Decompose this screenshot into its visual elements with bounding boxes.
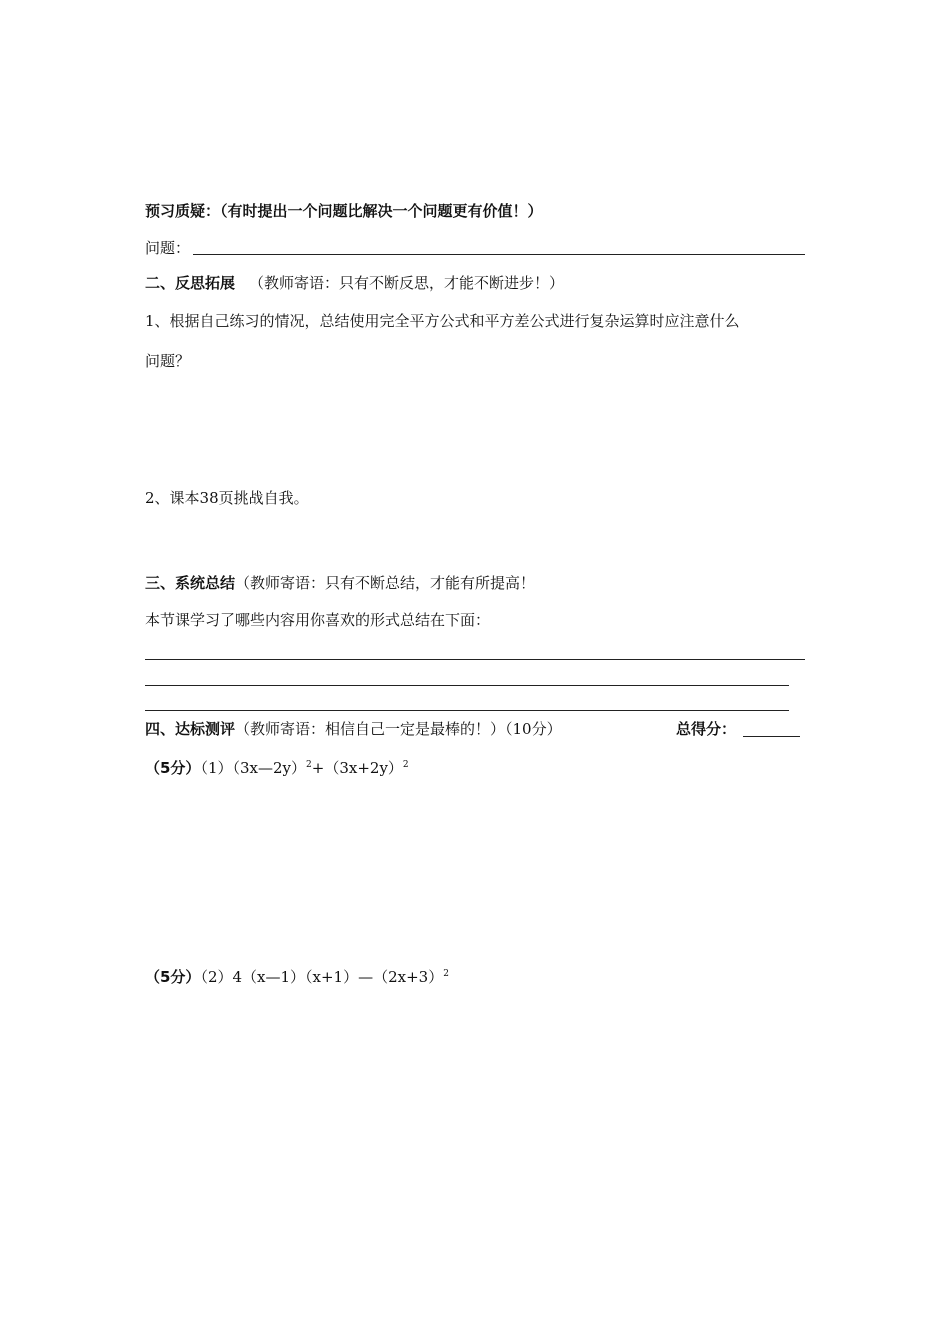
preview-heading: 预习质疑：（有时提出一个问题比解决一个问题更有价值！） xyxy=(145,202,543,220)
section2-item2: 2、课本38页挑战自我。 xyxy=(145,489,309,507)
section3-heading xyxy=(145,573,535,593)
section2-item1-line1: 1、根据自己练习的情况，总结使用完全平方公式和平方差公式进行复杂运算时应注意什么 xyxy=(145,312,740,330)
problem-2 xyxy=(145,964,449,987)
problem-1-expr-b: （3x+2y） xyxy=(324,759,403,777)
total-score-label: 总得分： xyxy=(676,720,737,738)
problem-2-expr: 4（x—1）（x+1）—（2x+3） xyxy=(232,968,444,986)
section4-heading xyxy=(145,719,562,739)
summary-answer-line-1[interactable] xyxy=(145,659,805,660)
summary-answer-line-3[interactable] xyxy=(145,710,789,711)
summary-answer-line-2[interactable] xyxy=(145,685,789,686)
problem-1-exp-a: 2 xyxy=(306,760,312,770)
section2-item1-line2: 问题？ xyxy=(145,352,191,370)
problem-2-exp: 2 xyxy=(443,969,449,979)
section4-title: 四、达标测评 xyxy=(145,720,236,738)
problem-1 xyxy=(145,755,409,778)
section2-title: 二、反思拓展 xyxy=(145,274,236,292)
section3-title: 三、系统总结 xyxy=(145,574,236,592)
problem-2-number: （2） xyxy=(200,968,233,986)
question-answer-line[interactable] xyxy=(193,254,805,255)
section3-motto: （教师寄语：只有不断总结，才能有所提高！ xyxy=(235,574,536,592)
section3-prompt: 本节课学习了哪些内容用你喜欢的形式总结在下面： xyxy=(145,611,491,629)
section4-motto: （教师寄语：相信自己一定是最棒的！）（10分） xyxy=(235,720,562,738)
problem-1-exp-b: 2 xyxy=(402,760,409,770)
section2-motto: （教师寄语：只有不断反思，才能不断进步！） xyxy=(249,274,565,292)
problem-1-expr-a: （3x—2y） xyxy=(232,759,307,777)
problem-1-number: （1） xyxy=(200,759,233,777)
problem-1-points: （5分） xyxy=(145,759,201,777)
question-label: 问题： xyxy=(145,239,191,257)
problem-1-plus: + xyxy=(311,759,325,777)
section2-heading xyxy=(145,273,564,293)
total-score-blank[interactable] xyxy=(743,736,800,737)
problem-2-points: （5分） xyxy=(145,968,201,986)
